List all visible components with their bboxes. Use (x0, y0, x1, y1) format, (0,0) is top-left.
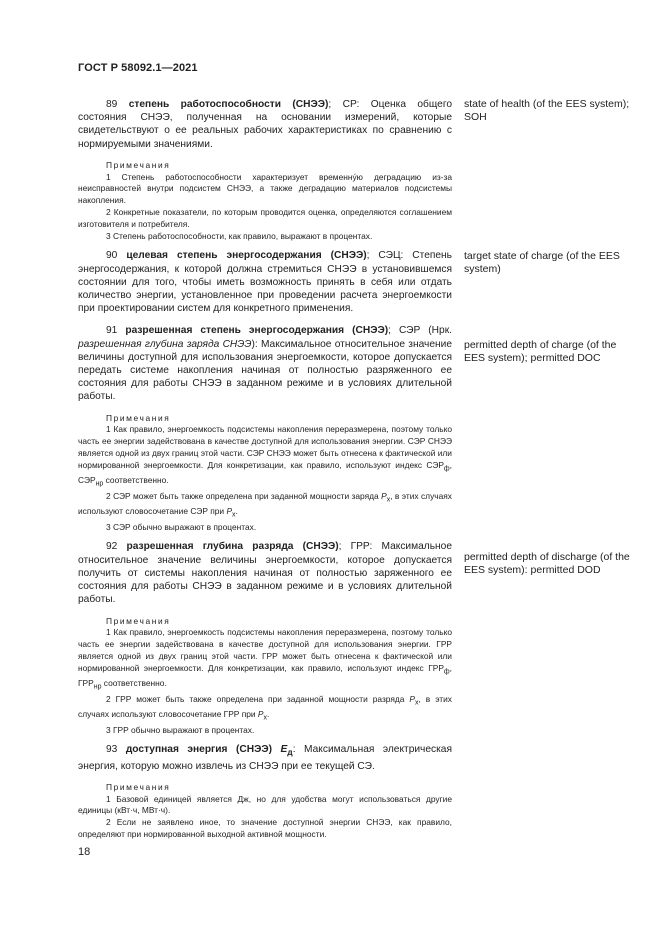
note-item: 3 Степень работоспособности, как правило, выражают в процентах. (106, 230, 373, 241)
notes-92 (78, 616, 452, 737)
note-item: 1 Как правило, энергоемкость подсистемы накопления переразмерена, поэтому только часть ее энергии задействована в качестве доступной для использования энергии. ГРР является одной из двух границ этой части. ГРР может быть отнесена к фактической или нормированной энергоемкости. Для конкретизации, как правило, используют индекс $ГРР_ф$, $ГРР_{нр}$ соответственно. (78, 627, 452, 691)
note-item: 2 Если не заявлено иное, то значение доступной энергии СНЭЭ, как правило, определяют при нормированной выходной активной мощности. (78, 817, 452, 839)
term-symbol: E (280, 744, 288, 756)
term-definition: ; ГРР: Максимальное относительное значение величины энергоемкости, которое допускается получить от системы накопления начиная от полностью заряженного ее состояния для работы СНЭЭ в заданном режиме и в условиях длительной работы. (78, 541, 452, 606)
english-term-92: permitted depth of discharge (of the EES system): permitted DOD (464, 551, 630, 577)
page-header: ГОСТ Р 58092.1—2021 (78, 62, 198, 74)
english-term-90: target state of charge (of the EES system) (464, 250, 620, 276)
term-definition: ; СЭЦ: Степень энергосодержания, к которой должна стремиться СНЭЭ в установившемся состоянии для того, чтобы иметь возможность принять в себя или отдать количество энергии, установленное при проведении расчета энергоемкости при проектировании систем для конкретного применения. (78, 250, 452, 315)
term-title: разрешенная степень энергосодержания (СНЭЭ) (125, 325, 389, 337)
notes-heading: Примечания (106, 159, 171, 170)
terms-body (78, 98, 452, 848)
note-item: 3 СЭР обычно выражают в процентах. (106, 521, 257, 532)
term-entry-92 (78, 540, 452, 606)
note-item: 3 ГРР обычно выражают в процентах. (106, 724, 255, 735)
term-entry-89 (78, 98, 452, 151)
note-item: 2 Конкретные показатели, по которым проводится оценка, определяются соглашением изготовителя и потребителя. (78, 207, 452, 229)
term-title: разрешенная глубина разряда (СНЭЭ) (126, 541, 339, 553)
notes-93 (78, 782, 452, 841)
term-title: доступная энергия (СНЭЭ) (125, 744, 281, 756)
term-number: 89 (106, 99, 118, 110)
notes-91 (78, 413, 452, 534)
notes-heading: Примечания (106, 615, 171, 626)
notes-89 (78, 160, 452, 243)
note-item: 1 Степень работоспособности характеризует временну́ю деградацию из-за неисправностей внутри подсистем СНЭЭ, а также деградацию материалов подсистемы накопления. (78, 171, 452, 206)
term-entry-91 (78, 324, 452, 403)
term-number: 93 (106, 744, 118, 756)
page-number: 18 (78, 846, 91, 858)
term-definition-cont: ): Максимальное относительное значение величины доступной для использования энергоемкости, которое допускается передать системе накопления начиная от полностью разряженного ее состояния для работы СНЭЭ в заданном режиме и в условиях длительной работы. (78, 338, 452, 403)
notes-heading: Примечания (106, 412, 171, 423)
note-item: 1 Как правило, энергоемкость подсистемы накопления переразмерена, поэтому только часть ее энергии задействована в качестве доступной для использования энергии. СЭР СНЭЭ является одной из двух границ этой части. СЭР СНЭЭ может быть отнесена к фактической или нормированной энергоемкости. Для конкретизации, как правило, используют индекс $СЭР_ф$, $СЭР_{нр}$ соответственно. (78, 424, 452, 488)
term-definition: : Максимальная электрическая энергия, которую можно извлечь из СНЭЭ при ее текущей СЭ. (78, 744, 452, 772)
note-item: 2 ГРР может быть также определена при заданной мощности разряда $P_x$, в этих случаях используют словосочетание ГРР при $P_x$. (78, 693, 452, 722)
term-symbol-sub: д (287, 747, 293, 758)
term-entry-93 (78, 743, 452, 772)
term-entry-90 (78, 249, 452, 315)
term-deprecated: разрешенная глубина заряда СНЭЭ (78, 338, 252, 350)
term-number: 91 (106, 325, 118, 337)
notes-heading: Примечания (106, 781, 171, 792)
note-item: 2 СЭР может быть также определена при заданной мощности заряда $P_x$, в этих случаях используют словосочетание СЭР при $P_x$. (78, 490, 452, 519)
english-term-91: permitted depth of charge (of the EES system); permitted DOC (464, 339, 617, 365)
term-title: степень работоспособности (СНЭЭ) (128, 99, 329, 110)
term-definition: ; СЭР (Нрк. (388, 325, 452, 337)
term-number: 90 (106, 250, 118, 262)
term-definition: ; СР: Оценка общего состояния СНЭЭ, полученная на основании измерений, которые свидетельствуют о ее реальных рабочих характеристиках по сравнению с нормируемыми значениями. (78, 99, 452, 150)
term-title: целевая степень энергосодержания (СНЭЭ) (126, 250, 367, 262)
english-term-89: state of health (of the EES system); SOH (464, 98, 630, 124)
note-item: 1 Базовой единицей является Дж, но для удобства могут использоваться другие единицы (кВт·ч, МВт·ч). (78, 793, 452, 816)
term-number: 92 (106, 541, 118, 553)
